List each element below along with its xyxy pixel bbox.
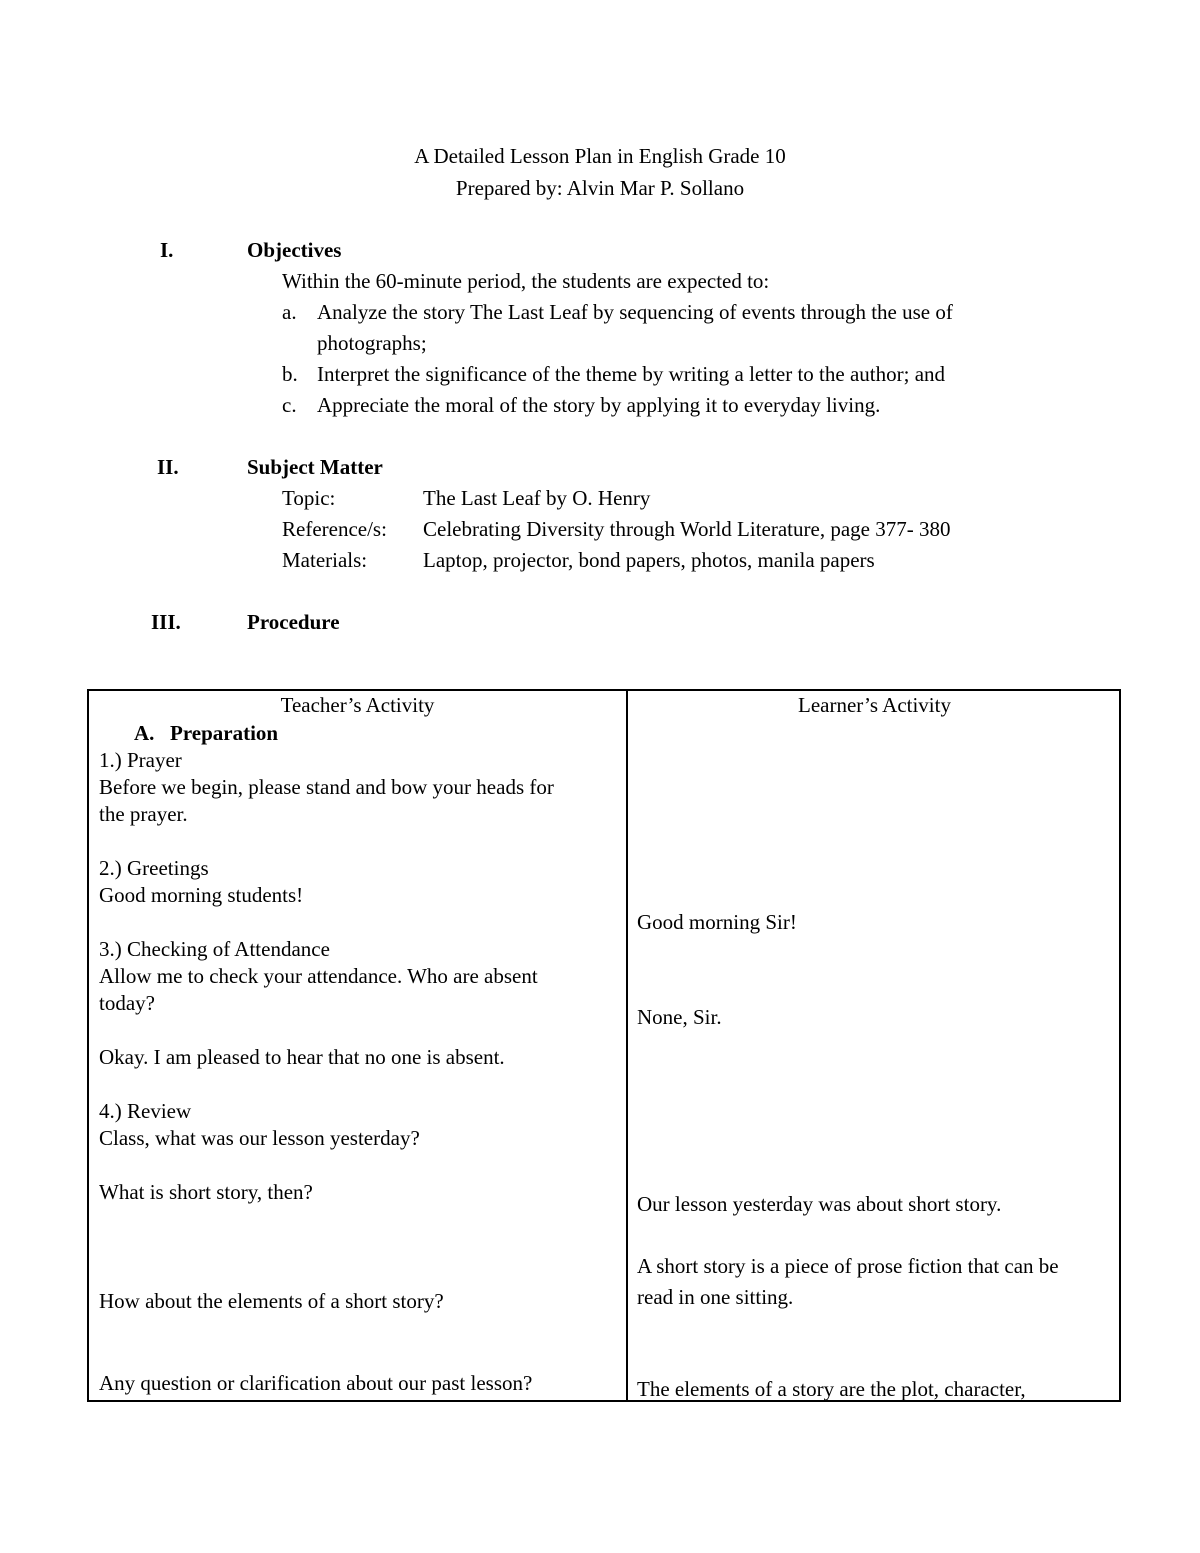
procedure-heading: Procedure <box>247 610 340 634</box>
objective-a-marker: a. <box>282 300 297 324</box>
learner-response: Good morning Sir! <box>637 910 797 934</box>
teacher-activity-header: Teacher’s Activity <box>280 693 435 717</box>
learner-response: The elements of a story are the plot, character, <box>637 1377 1026 1401</box>
objectives-numeral: I. <box>160 238 174 262</box>
objective-b-text: Interpret the significance of the theme by writing a letter to the author; and <box>317 362 946 386</box>
greetings-title: 2.) Greetings <box>99 856 209 880</box>
section-title: Preparation <box>170 721 279 745</box>
review-line: Class, what was our lesson yesterday? <box>99 1126 420 1150</box>
topic-label: Topic: <box>282 486 336 510</box>
procedure-numeral: III. <box>151 610 181 634</box>
review-line: Any question or clarification about our past lesson? <box>99 1371 533 1395</box>
review-title: 4.) Review <box>99 1099 192 1123</box>
learner-response: Our lesson yesterday was about short story. <box>637 1192 1002 1216</box>
attendance-title: 3.) Checking of Attendance <box>99 937 330 961</box>
activity-table <box>87 689 1121 1402</box>
learner-activity-header: Learner’s Activity <box>798 693 951 717</box>
review-line: What is short story, then? <box>99 1180 313 1204</box>
attendance-line: Allow me to check your attendance. Who are absent <box>99 964 538 988</box>
reference-value: Celebrating Diversity through World Literature, page 377- 380 <box>423 517 951 541</box>
prayer-line: the prayer. <box>99 802 188 826</box>
topic-value: The Last Leaf by O. Henry <box>423 486 651 510</box>
reference-label: Reference/s: <box>282 517 387 541</box>
prepared-by: Prepared by: Alvin Mar P. Sollano <box>455 176 745 200</box>
learner-response: A short story is a piece of prose fiction that can be <box>637 1254 1059 1278</box>
greetings-line: Good morning students! <box>99 883 304 907</box>
materials-value: Laptop, projector, bond papers, photos, manila papers <box>423 548 875 572</box>
attendance-line: today? <box>99 991 155 1015</box>
objectives-heading: Objectives <box>247 238 342 262</box>
subject-matter-heading: Subject Matter <box>247 455 383 479</box>
review-line: How about the elements of a short story? <box>99 1289 444 1313</box>
objectives-intro: Within the 60-minute period, the students are expected to: <box>282 269 770 293</box>
learner-response: read in one sitting. <box>637 1285 794 1309</box>
learner-response: None, Sir. <box>637 1005 722 1029</box>
objective-b-marker: b. <box>282 362 298 386</box>
document-title: A Detailed Lesson Plan in English Grade 10 <box>414 144 786 168</box>
prayer-title: 1.) Prayer <box>99 748 182 772</box>
materials-label: Materials: <box>282 548 368 572</box>
objective-c-marker: c. <box>282 393 297 417</box>
section-marker: A. <box>134 721 155 745</box>
objective-a-text: Analyze the story The Last Leaf by sequencing of events through the use of <box>317 300 953 324</box>
column-divider <box>626 691 628 1400</box>
subject-matter-numeral: II. <box>157 455 179 479</box>
prayer-line: Before we begin, please stand and bow your heads for <box>99 775 554 799</box>
objective-c-text: Appreciate the moral of the story by applying it to everyday living. <box>317 393 881 417</box>
attendance-line: Okay. I am pleased to hear that no one is absent. <box>99 1045 505 1069</box>
objective-a-text-cont: photographs; <box>317 331 427 355</box>
